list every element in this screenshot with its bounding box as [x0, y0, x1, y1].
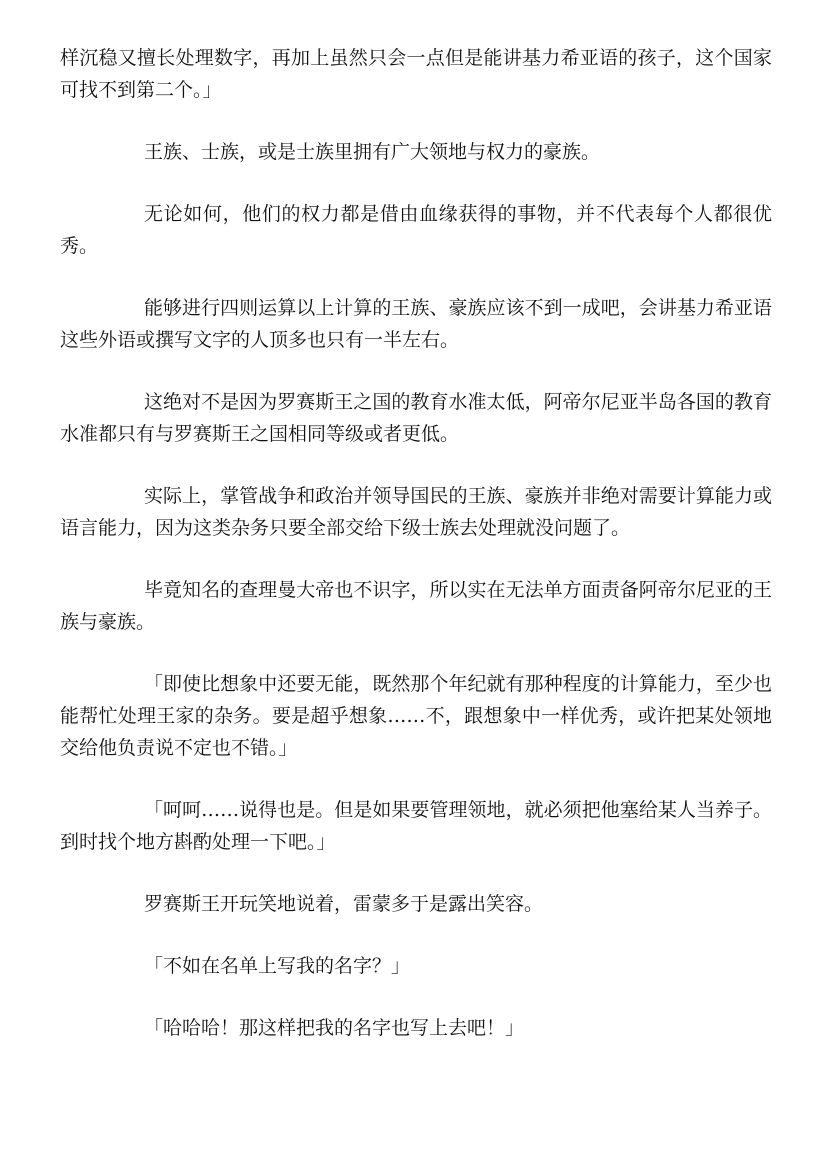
paragraph-4: 能够进行四则运算以上计算的王族、豪族应该不到一成吧，会讲基力希亚语这些外语或撰写文字的人顶多也只有一半左右。	[60, 297, 772, 351]
paragraph-11: 「不如在名单上写我的名字？」	[144, 955, 411, 977]
paragraph-6: 实际上，掌管战争和政治并领导国民的王族、豪族并非绝对需要计算能力或语言能力，因为这类杂务只要全部交给下级士族去处理就没问题了。	[60, 485, 772, 539]
paragraph-1: 样沉稳又擅长处理数字，再加上虽然只会一点但是能讲基力希亚语的孩子，这个国家可找不到第二个。」	[60, 47, 772, 101]
paragraph-3: 无论如何，他们的权力都是借由血缘获得的事物，并不代表每个人都很优秀。	[60, 203, 772, 257]
paragraph-12: 「哈哈哈！那这样把我的名字也写上去吧！」	[144, 1017, 525, 1039]
document-page	[60, 42, 772, 1044]
paragraph-2: 王族、士族，或是士族里拥有广大领地与权力的豪族。	[144, 141, 601, 163]
paragraph-9: 「呵呵……说得也是。但是如果要管理领地，就必须把他塞给某人当养子。到时找个地方斟酌处理一下吧。」	[60, 799, 772, 853]
paragraph-7: 毕竟知名的查理曼大帝也不识字，所以实在无法单方面责备阿帝尔尼亚的王族与豪族。	[60, 579, 772, 633]
paragraph-10: 罗赛斯王开玩笑地说着，雷蒙多于是露出笑容。	[144, 893, 544, 915]
paragraph-5: 这绝对不是因为罗赛斯王之国的教育水准太低，阿帝尔尼亚半岛各国的教育水准都只有与罗赛斯王之国相同等级或者更低。	[60, 391, 772, 445]
paragraph-8: 「即使比想象中还要无能，既然那个年纪就有那种程度的计算能力，至少也能帮忙处理王家的杂务。要是超乎想象……不，跟想象中一样优秀，或许把某处领地交给他负责说不定也不错。」	[60, 673, 772, 759]
